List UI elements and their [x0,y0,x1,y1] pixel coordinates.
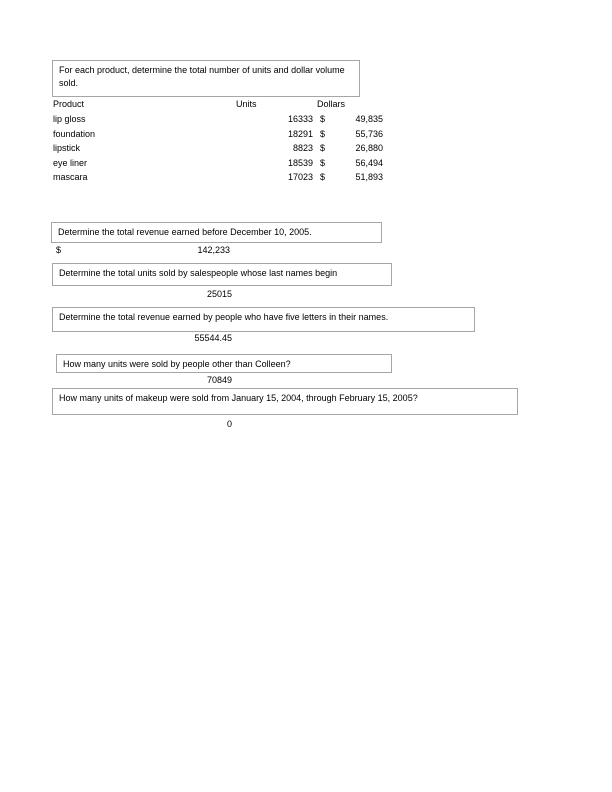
units-cell: 16333 [287,114,313,124]
product-name: foundation [53,129,96,139]
product-name: lip gloss [53,114,86,124]
header-dollars: Dollars [317,99,346,109]
answer-6-value: 0 [226,419,232,429]
currency-symbol: $ [320,158,326,168]
product-name: mascara [53,172,88,182]
question-1-prompt: For each product, determine the total number of units and dollar volume sold. [59,65,345,88]
question-2-prompt: Determine the total revenue earned before December 10, 2005. [58,227,312,237]
currency-symbol: $ [320,129,326,139]
question-6-prompt: How many units of makeup were sold from January 15, 2004, through February 15, 2005? [59,393,418,403]
question-3-prompt: Determine the total units sold by salespeople whose last names begin [59,268,338,278]
units-cell: 17023 [287,172,313,182]
question-5-box [56,354,392,373]
units-cell: 8823 [292,143,313,153]
dollars-cell: 55,736 [355,129,383,139]
answer-5-value: 70849 [206,375,232,385]
question-5-prompt: How many units were sold by people other than Colleen? [63,359,291,369]
question-2-box [51,222,382,243]
header-product: Product [53,99,85,109]
question-1-box [52,60,360,97]
product-name: lipstick [53,143,81,153]
product-name: eye liner [53,158,88,168]
question-3-box [52,263,392,286]
answer-2-currency: $ [56,245,62,255]
answer-3-value: 25015 [206,289,232,299]
question-4-box [52,307,475,332]
dollars-cell: 56,494 [355,158,383,168]
answer-4-value: 55544.45 [194,333,232,343]
units-cell: 18291 [287,129,313,139]
units-cell: 18539 [287,158,313,168]
dollars-cell: 26,880 [355,143,383,153]
question-6-box [52,388,518,415]
dollars-cell: 51,893 [355,172,383,182]
currency-symbol: $ [320,172,326,182]
currency-symbol: $ [320,143,326,153]
dollars-cell: 49,835 [355,114,383,124]
answer-2-value: 142,233 [197,245,230,255]
currency-symbol: $ [320,114,326,124]
question-4-prompt: Determine the total revenue earned by people who have five letters in their names. [59,312,389,322]
header-units: Units [236,99,257,109]
